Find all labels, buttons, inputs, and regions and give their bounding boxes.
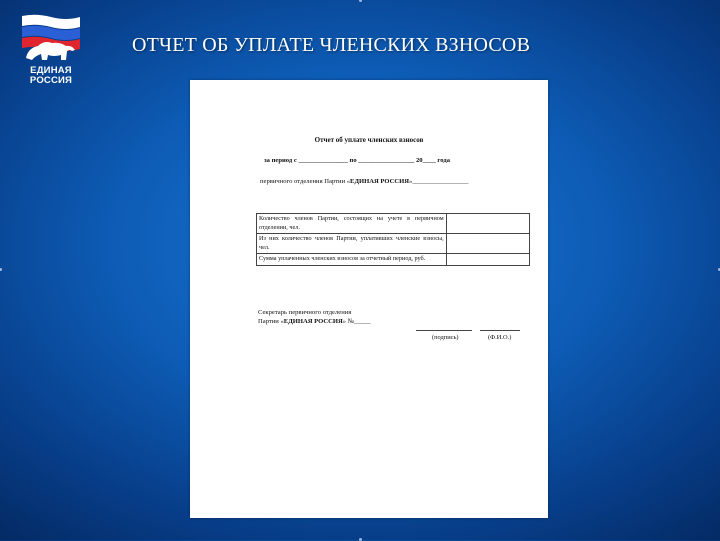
report-table (256, 213, 530, 266)
document-page (190, 80, 548, 518)
branch-line-party: ЕДИНАЯ РОССИЯ (350, 178, 410, 185)
branch-line (260, 178, 468, 185)
name-line (480, 330, 520, 331)
name-caption: (Ф.И.О.) (488, 334, 512, 341)
party-logo (20, 14, 82, 88)
edge-marker-left (0, 268, 2, 271)
table-row (257, 254, 530, 266)
table-cell-label: Сумма уплаченных членских взносов за отчетный период, руб. (257, 254, 447, 266)
logo-text-line2: РОССИЯ (29, 75, 73, 86)
table-cell-label: Количество членов Партии, состоящих на учете в первичном отделении, чел. (257, 214, 447, 234)
secretary-line2 (258, 317, 371, 326)
bear-flag-icon (20, 14, 82, 66)
secretary-line1: Секретарь первичного отделения (258, 309, 352, 316)
table-cell-value (446, 234, 529, 254)
secretary-line2-party: ЕДИНАЯ РОССИЯ (283, 318, 343, 325)
signature-caption: (подпись) (432, 334, 459, 341)
document-heading: Отчет об уплате членских взносов (314, 136, 424, 144)
branch-line-suffix: »_________________ (409, 178, 469, 185)
secretary-block (258, 308, 371, 326)
period-line: за период с _______________ по _________________ 20____ года (264, 157, 450, 164)
table-cell-label: Из них количество членов Партии, уплативших членские взносы, чел. (257, 234, 447, 254)
table-cell-value (446, 254, 529, 266)
logo-text-line1: ЕДИНАЯ (30, 65, 72, 76)
edge-marker-top (359, 0, 362, 2)
table-cell-value (446, 214, 529, 234)
slide-title: ОТЧЕТ ОБ УПЛАТЕ ЧЛЕНСКИХ ВЗНОСОВ (132, 34, 531, 56)
secretary-line2-prefix: Партии « (258, 318, 284, 325)
signature-line (416, 330, 472, 331)
table-row (257, 214, 530, 234)
branch-line-prefix: первичного отделения Партии « (260, 178, 351, 185)
table-row (257, 234, 530, 254)
secretary-line2-suffix: » №_____ (342, 318, 371, 325)
